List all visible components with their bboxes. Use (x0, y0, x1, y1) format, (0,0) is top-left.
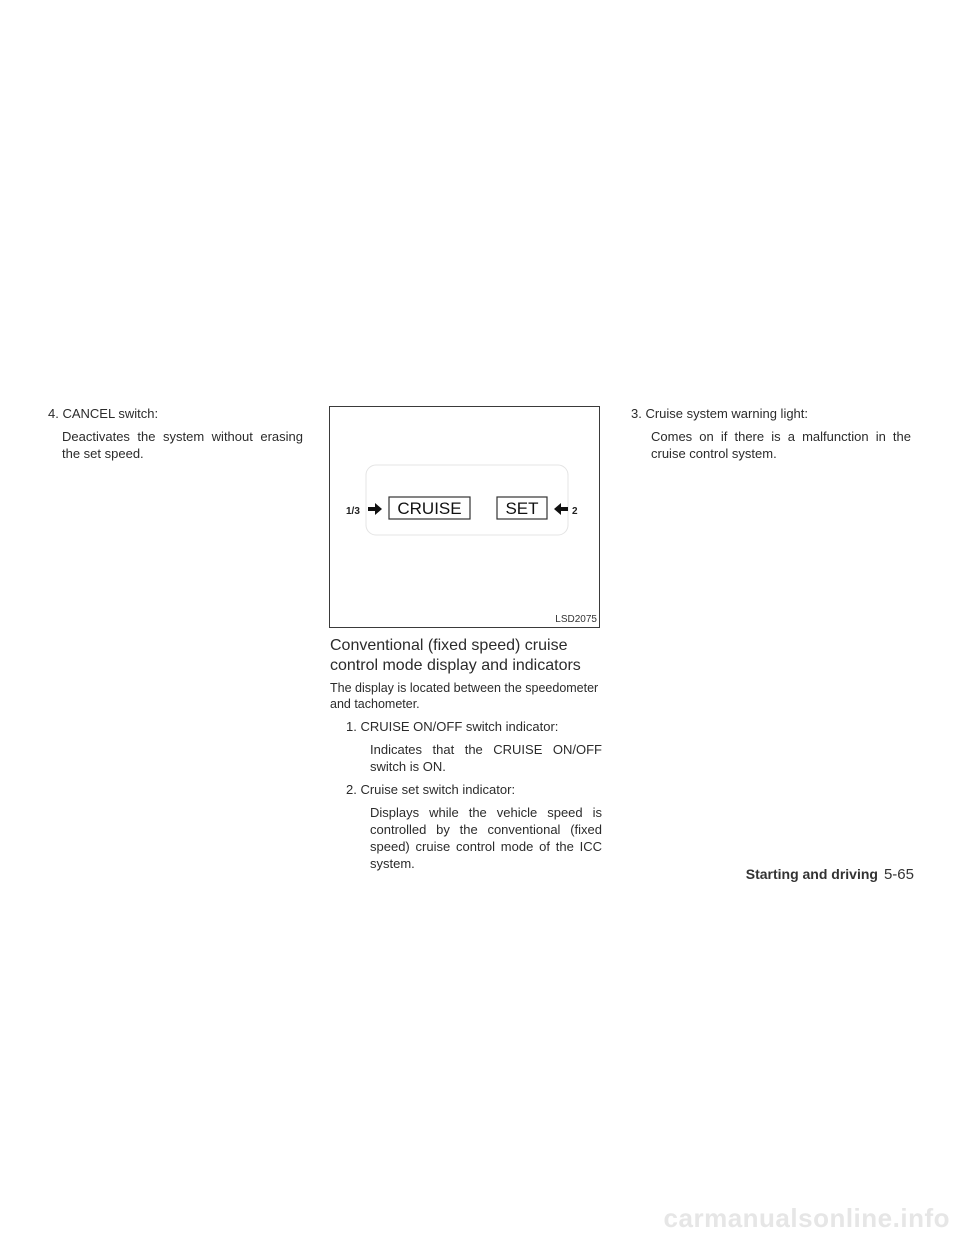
cancel-switch-heading: 4. CANCEL switch: (48, 406, 159, 421)
page-number: 5-65 (883, 866, 914, 883)
list-item-description: Displays while the vehicle speed is controlled by the conventional (fixed speed) cruise control mode of the ICC system. (370, 805, 602, 871)
set-indicator-text: SET (505, 499, 539, 518)
middle-column (330, 680, 602, 878)
warning-light-heading: 3. Cruise system warning light: (631, 406, 809, 421)
cruise-display-illustration (330, 407, 601, 629)
cruise-indicator-text: CRUISE (397, 499, 462, 518)
cruise-display-figure (329, 406, 600, 628)
section-title: Conventional (fixed speed) cruise control mode display and indicators (330, 637, 581, 674)
list-item-heading: 1. CRUISE ON/OFF switch indicator: (346, 719, 559, 734)
warning-light-description: Comes on if there is a malfunction in the cruise control system. (651, 429, 911, 461)
callout-label-1-3: 1/3 (346, 506, 360, 517)
list-item-description: Indicates that the CRUISE ON/OFF switch is ON. (370, 742, 602, 774)
callout-label-2: 2 (572, 506, 578, 517)
arrow-left-icon (554, 503, 568, 515)
list-item (330, 718, 602, 775)
section-intro: The display is located between the speedometer and tachometer. (330, 681, 599, 711)
arrow-right-icon (368, 503, 382, 515)
footer-section-name: Starting and driving (745, 866, 878, 882)
list-item (330, 781, 602, 872)
cancel-switch-description: Deactivates the system without erasing the set speed. (62, 429, 303, 461)
watermark: carmanualsonline.info (663, 1203, 950, 1233)
list-item-heading: 2. Cruise set switch indicator: (346, 782, 516, 797)
right-column (631, 405, 911, 462)
figure-code: LSD2075 (555, 614, 597, 625)
left-column (48, 405, 303, 462)
page-footer (746, 866, 914, 883)
